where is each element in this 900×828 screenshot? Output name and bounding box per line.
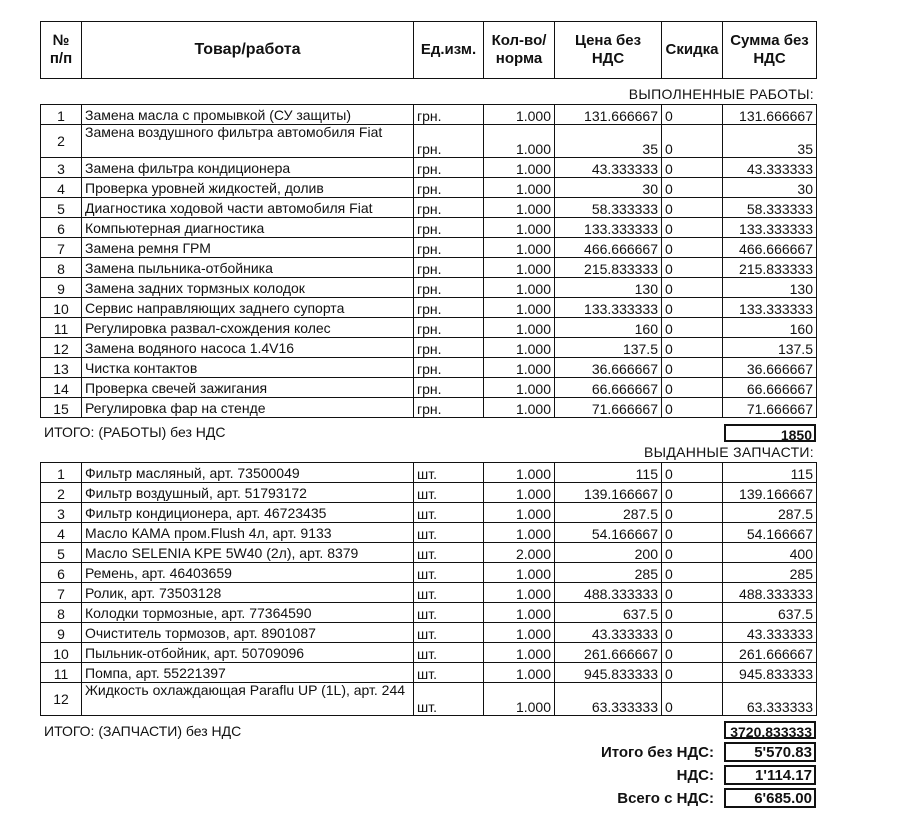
row-number: 3 <box>41 503 82 523</box>
row-discount: 0 <box>662 503 723 523</box>
row-number: 3 <box>41 158 82 178</box>
row-price: 115 <box>555 463 662 483</box>
row-price: 71.666667 <box>555 398 662 418</box>
row-unit: грн. <box>414 158 484 178</box>
header-sum: Сумма без НДС <box>723 22 817 79</box>
subtotal-value: 5'570.83 <box>724 742 816 762</box>
row-discount: 0 <box>662 298 723 318</box>
header-price: Цена без НДС <box>555 22 662 79</box>
row-number: 11 <box>41 318 82 338</box>
row-unit: шт. <box>414 683 484 716</box>
row-unit: грн. <box>414 378 484 398</box>
row-unit: грн. <box>414 338 484 358</box>
table-row <box>41 158 817 178</box>
row-number: 1 <box>41 105 82 125</box>
row-discount: 0 <box>662 583 723 603</box>
row-quantity: 1.000 <box>484 623 555 643</box>
row-discount: 0 <box>662 338 723 358</box>
row-number: 4 <box>41 523 82 543</box>
row-item-name: Ремень, арт. 46403659 <box>82 563 414 583</box>
row-discount: 0 <box>662 358 723 378</box>
row-discount: 0 <box>662 643 723 663</box>
row-item-name: Очиститель тормозов, арт. 8901087 <box>82 623 414 643</box>
row-quantity: 1.000 <box>484 483 555 503</box>
row-discount: 0 <box>662 683 723 716</box>
row-price: 261.666667 <box>555 643 662 663</box>
row-quantity: 1.000 <box>484 338 555 358</box>
parts-section-title: ВЫДАННЫЕ ЗАПЧАСТИ: <box>643 444 814 460</box>
row-unit: грн. <box>414 318 484 338</box>
row-discount: 0 <box>662 603 723 623</box>
row-sum: 261.666667 <box>723 643 817 663</box>
row-item-name: Замена воздушного фильтра автомобиля Fiat <box>82 125 414 158</box>
row-price: 133.333333 <box>555 218 662 238</box>
row-price: 30 <box>555 178 662 198</box>
row-item-name: Масло SELENIA KPE 5W40 (2л), арт. 8379 <box>82 543 414 563</box>
table-row <box>41 218 817 238</box>
row-unit: грн. <box>414 105 484 125</box>
row-number: 11 <box>41 663 82 683</box>
row-sum: 115 <box>723 463 817 483</box>
row-number: 5 <box>41 543 82 563</box>
row-unit: грн. <box>414 398 484 418</box>
row-quantity: 1.000 <box>484 358 555 378</box>
row-sum: 71.666667 <box>723 398 817 418</box>
row-discount: 0 <box>662 278 723 298</box>
row-discount: 0 <box>662 318 723 338</box>
row-quantity: 1.000 <box>484 378 555 398</box>
row-discount: 0 <box>662 258 723 278</box>
row-unit: грн. <box>414 358 484 378</box>
row-sum: 133.333333 <box>723 218 817 238</box>
row-item-name: Замена водяного насоса 1.4V16 <box>82 338 414 358</box>
row-unit: грн. <box>414 178 484 198</box>
table-row <box>41 523 817 543</box>
row-discount: 0 <box>662 543 723 563</box>
row-discount: 0 <box>662 198 723 218</box>
row-price: 58.333333 <box>555 198 662 218</box>
row-item-name: Замена масла с промывкой (СУ защиты) <box>82 105 414 125</box>
row-item-name: Проверка уровней жидкостей, долив <box>82 178 414 198</box>
row-quantity: 1.000 <box>484 318 555 338</box>
row-item-name: Масло КАМА пром.Flush 4л, арт. 9133 <box>82 523 414 543</box>
row-unit: грн. <box>414 298 484 318</box>
row-item-name: Замена задних тормзных колодок <box>82 278 414 298</box>
row-discount: 0 <box>662 158 723 178</box>
grand-total-value: 6'685.00 <box>724 788 816 808</box>
table-header <box>40 21 817 79</box>
row-quantity: 1.000 <box>484 503 555 523</box>
table-row <box>41 125 817 158</box>
header-num: № п/п <box>41 22 82 79</box>
row-sum: 287.5 <box>723 503 817 523</box>
row-price: 139.166667 <box>555 483 662 503</box>
table-row <box>41 463 817 483</box>
row-discount: 0 <box>662 523 723 543</box>
row-item-name: Сервис направляющих заднего супорта <box>82 298 414 318</box>
row-quantity: 1.000 <box>484 298 555 318</box>
row-unit: грн. <box>414 218 484 238</box>
row-quantity: 1.000 <box>484 663 555 683</box>
row-quantity: 1.000 <box>484 603 555 623</box>
row-sum: 466.666667 <box>723 238 817 258</box>
row-quantity: 1.000 <box>484 563 555 583</box>
row-sum: 43.333333 <box>723 623 817 643</box>
row-discount: 0 <box>662 238 723 258</box>
row-sum: 35 <box>723 125 817 158</box>
row-number: 10 <box>41 643 82 663</box>
row-item-name: Замена пыльника-отбойника <box>82 258 414 278</box>
row-discount: 0 <box>662 563 723 583</box>
row-price: 130 <box>555 278 662 298</box>
row-item-name: Компьютерная диагностика <box>82 218 414 238</box>
row-number: 12 <box>41 683 82 716</box>
row-quantity: 2.000 <box>484 543 555 563</box>
header-qty: Кол-во/ норма <box>484 22 555 79</box>
row-unit: шт. <box>414 583 484 603</box>
header-row <box>41 22 817 79</box>
row-sum: 63.333333 <box>723 683 817 716</box>
row-price: 131.666667 <box>555 105 662 125</box>
table-row <box>41 563 817 583</box>
row-discount: 0 <box>662 378 723 398</box>
row-quantity: 1.000 <box>484 583 555 603</box>
table-row <box>41 378 817 398</box>
row-item-name: Фильтр масляный, арт. 73500049 <box>82 463 414 483</box>
row-number: 9 <box>41 278 82 298</box>
row-quantity: 1.000 <box>484 463 555 483</box>
row-price: 287.5 <box>555 503 662 523</box>
header-name: Товар/работа <box>82 22 414 79</box>
row-unit: грн. <box>414 258 484 278</box>
row-quantity: 1.000 <box>484 398 555 418</box>
row-discount: 0 <box>662 623 723 643</box>
table-row <box>41 318 817 338</box>
row-price: 466.666667 <box>555 238 662 258</box>
row-sum: 43.333333 <box>723 158 817 178</box>
row-sum: 54.166667 <box>723 523 817 543</box>
works-section-title: ВЫПОЛНЕННЫЕ РАБОТЫ: <box>628 86 814 102</box>
row-unit: шт. <box>414 503 484 523</box>
row-sum: 36.666667 <box>723 358 817 378</box>
row-unit: шт. <box>414 543 484 563</box>
table-row <box>41 358 817 378</box>
row-number: 2 <box>41 125 82 158</box>
row-number: 12 <box>41 338 82 358</box>
row-unit: шт. <box>414 563 484 583</box>
row-item-name: Проверка свечей зажигания <box>82 378 414 398</box>
table-row <box>41 258 817 278</box>
row-price: 137.5 <box>555 338 662 358</box>
row-number: 2 <box>41 483 82 503</box>
header-discount: Скидка <box>662 22 723 79</box>
row-item-name: Помпа, арт. 55221397 <box>82 663 414 683</box>
row-item-name: Пыльник-отбойник, арт. 50709096 <box>82 643 414 663</box>
row-sum: 637.5 <box>723 603 817 623</box>
table-row <box>41 623 817 643</box>
table-row <box>41 603 817 623</box>
row-quantity: 1.000 <box>484 278 555 298</box>
table-row <box>41 298 817 318</box>
row-price: 35 <box>555 125 662 158</box>
row-price: 945.833333 <box>555 663 662 683</box>
table-row <box>41 238 817 258</box>
row-number: 7 <box>41 583 82 603</box>
row-unit: грн. <box>414 278 484 298</box>
row-discount: 0 <box>662 218 723 238</box>
table-row <box>41 198 817 218</box>
row-sum: 137.5 <box>723 338 817 358</box>
row-number: 1 <box>41 463 82 483</box>
row-item-name: Жидкость охлаждающая Paraflu UP (1L), арт. 244 <box>82 683 414 716</box>
row-price: 43.333333 <box>555 158 662 178</box>
row-discount: 0 <box>662 125 723 158</box>
row-number: 4 <box>41 178 82 198</box>
row-number: 8 <box>41 258 82 278</box>
row-item-name: Регулировка фар на стенде <box>82 398 414 418</box>
row-price: 66.666667 <box>555 378 662 398</box>
row-quantity: 1.000 <box>484 683 555 716</box>
row-discount: 0 <box>662 398 723 418</box>
row-price: 133.333333 <box>555 298 662 318</box>
row-number: 9 <box>41 623 82 643</box>
table-row <box>41 483 817 503</box>
table-row <box>41 105 817 125</box>
parts-table <box>40 462 817 716</box>
row-quantity: 1.000 <box>484 258 555 278</box>
row-sum: 400 <box>723 543 817 563</box>
vat-label: НДС: <box>676 767 714 784</box>
table-row <box>41 338 817 358</box>
row-sum: 139.166667 <box>723 483 817 503</box>
row-price: 36.666667 <box>555 358 662 378</box>
table-row <box>41 543 817 563</box>
row-number: 5 <box>41 198 82 218</box>
row-item-name: Колодки тормозные, арт. 77364590 <box>82 603 414 623</box>
row-discount: 0 <box>662 483 723 503</box>
grand-total-label: Всего с НДС: <box>617 790 714 807</box>
row-item-name: Регулировка развал-схождения колес <box>82 318 414 338</box>
table-row <box>41 278 817 298</box>
table-row <box>41 683 817 716</box>
row-unit: грн. <box>414 125 484 158</box>
works-table <box>40 104 817 418</box>
row-number: 15 <box>41 398 82 418</box>
row-discount: 0 <box>662 105 723 125</box>
row-item-name: Ролик, арт. 73503128 <box>82 583 414 603</box>
row-sum: 58.333333 <box>723 198 817 218</box>
row-unit: шт. <box>414 603 484 623</box>
row-sum: 131.666667 <box>723 105 817 125</box>
table-row <box>41 503 817 523</box>
row-number: 7 <box>41 238 82 258</box>
row-sum: 160 <box>723 318 817 338</box>
row-sum: 945.833333 <box>723 663 817 683</box>
row-number: 6 <box>41 563 82 583</box>
row-sum: 488.333333 <box>723 583 817 603</box>
row-sum: 285 <box>723 563 817 583</box>
table-row <box>41 643 817 663</box>
row-sum: 66.666667 <box>723 378 817 398</box>
row-quantity: 1.000 <box>484 125 555 158</box>
row-price: 63.333333 <box>555 683 662 716</box>
works-total-value: 1850 <box>724 424 816 442</box>
row-unit: шт. <box>414 623 484 643</box>
row-number: 10 <box>41 298 82 318</box>
table-row <box>41 663 817 683</box>
row-quantity: 1.000 <box>484 105 555 125</box>
row-unit: грн. <box>414 198 484 218</box>
row-discount: 0 <box>662 463 723 483</box>
row-price: 285 <box>555 563 662 583</box>
row-sum: 130 <box>723 278 817 298</box>
row-item-name: Замена ремня ГРМ <box>82 238 414 258</box>
row-number: 8 <box>41 603 82 623</box>
table-row <box>41 583 817 603</box>
row-sum: 30 <box>723 178 817 198</box>
row-price: 43.333333 <box>555 623 662 643</box>
row-number: 13 <box>41 358 82 378</box>
vat-value: 1'114.17 <box>724 765 816 785</box>
row-item-name: Фильтр кондиционера, арт. 46723435 <box>82 503 414 523</box>
row-unit: шт. <box>414 463 484 483</box>
row-unit: шт. <box>414 483 484 503</box>
row-quantity: 1.000 <box>484 523 555 543</box>
parts-total-label: ИТОГО: (ЗАПЧАСТИ) без НДС <box>44 723 242 739</box>
row-quantity: 1.000 <box>484 238 555 258</box>
parts-total-value: 3720.833333 <box>724 721 816 739</box>
row-price: 637.5 <box>555 603 662 623</box>
row-item-name: Чистка контактов <box>82 358 414 378</box>
row-quantity: 1.000 <box>484 198 555 218</box>
works-total-label: ИТОГО: (РАБОТЫ) без НДС <box>44 424 226 440</box>
header-unit: Ед.изм. <box>414 22 484 79</box>
row-item-name: Замена фильтра кондиционера <box>82 158 414 178</box>
row-price: 200 <box>555 543 662 563</box>
row-number: 14 <box>41 378 82 398</box>
row-price: 160 <box>555 318 662 338</box>
row-sum: 215.833333 <box>723 258 817 278</box>
row-unit: грн. <box>414 238 484 258</box>
subtotal-label: Итого без НДС: <box>600 744 714 761</box>
row-unit: шт. <box>414 663 484 683</box>
row-quantity: 1.000 <box>484 643 555 663</box>
row-price: 488.333333 <box>555 583 662 603</box>
row-sum: 133.333333 <box>723 298 817 318</box>
row-quantity: 1.000 <box>484 178 555 198</box>
row-price: 54.166667 <box>555 523 662 543</box>
row-item-name: Диагностика ходовой части автомобиля Fiat <box>82 198 414 218</box>
row-item-name: Фильтр воздушный, арт. 51793172 <box>82 483 414 503</box>
row-discount: 0 <box>662 178 723 198</box>
table-row <box>41 398 817 418</box>
row-number: 6 <box>41 218 82 238</box>
row-quantity: 1.000 <box>484 158 555 178</box>
table-row <box>41 178 817 198</box>
row-unit: шт. <box>414 643 484 663</box>
row-price: 215.833333 <box>555 258 662 278</box>
row-discount: 0 <box>662 663 723 683</box>
row-quantity: 1.000 <box>484 218 555 238</box>
row-unit: шт. <box>414 523 484 543</box>
